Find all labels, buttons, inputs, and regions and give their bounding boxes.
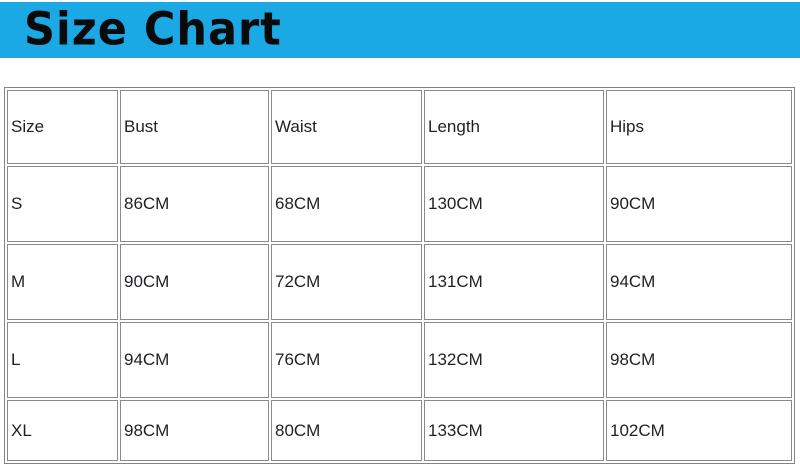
table-row [7, 322, 792, 398]
column-header-waist: Waist [271, 90, 422, 164]
measurement-cell: 90CM [120, 244, 269, 320]
measurement-cell: 94CM [606, 244, 792, 320]
measurement-cell: 98CM [606, 322, 792, 398]
page-title: Size Chart [24, 3, 282, 56]
table-row [7, 400, 792, 461]
measurement-cell: 76CM [271, 322, 422, 398]
table-row [7, 166, 792, 242]
measurement-cell: 133CM [424, 400, 604, 461]
measurement-cell: 90CM [606, 166, 792, 242]
table-header-row [7, 90, 792, 164]
size-label: XL [7, 400, 118, 461]
table-row [7, 244, 792, 320]
column-header-length: Length [424, 90, 604, 164]
measurement-cell: 86CM [120, 166, 269, 242]
size-label: L [7, 322, 118, 398]
column-header-size: Size [7, 90, 118, 164]
measurement-cell: 132CM [424, 322, 604, 398]
measurement-cell: 131CM [424, 244, 604, 320]
measurement-cell: 68CM [271, 166, 422, 242]
measurement-cell: 130CM [424, 166, 604, 242]
measurement-cell: 72CM [271, 244, 422, 320]
measurement-cell: 98CM [120, 400, 269, 461]
column-header-hips: Hips [606, 90, 792, 164]
measurement-cell: 94CM [120, 322, 269, 398]
size-chart-table [4, 87, 795, 464]
size-label: M [7, 244, 118, 320]
size-chart-banner [0, 2, 800, 58]
size-label: S [7, 166, 118, 242]
column-header-bust: Bust [120, 90, 269, 164]
measurement-cell: 80CM [271, 400, 422, 461]
measurement-cell: 102CM [606, 400, 792, 461]
